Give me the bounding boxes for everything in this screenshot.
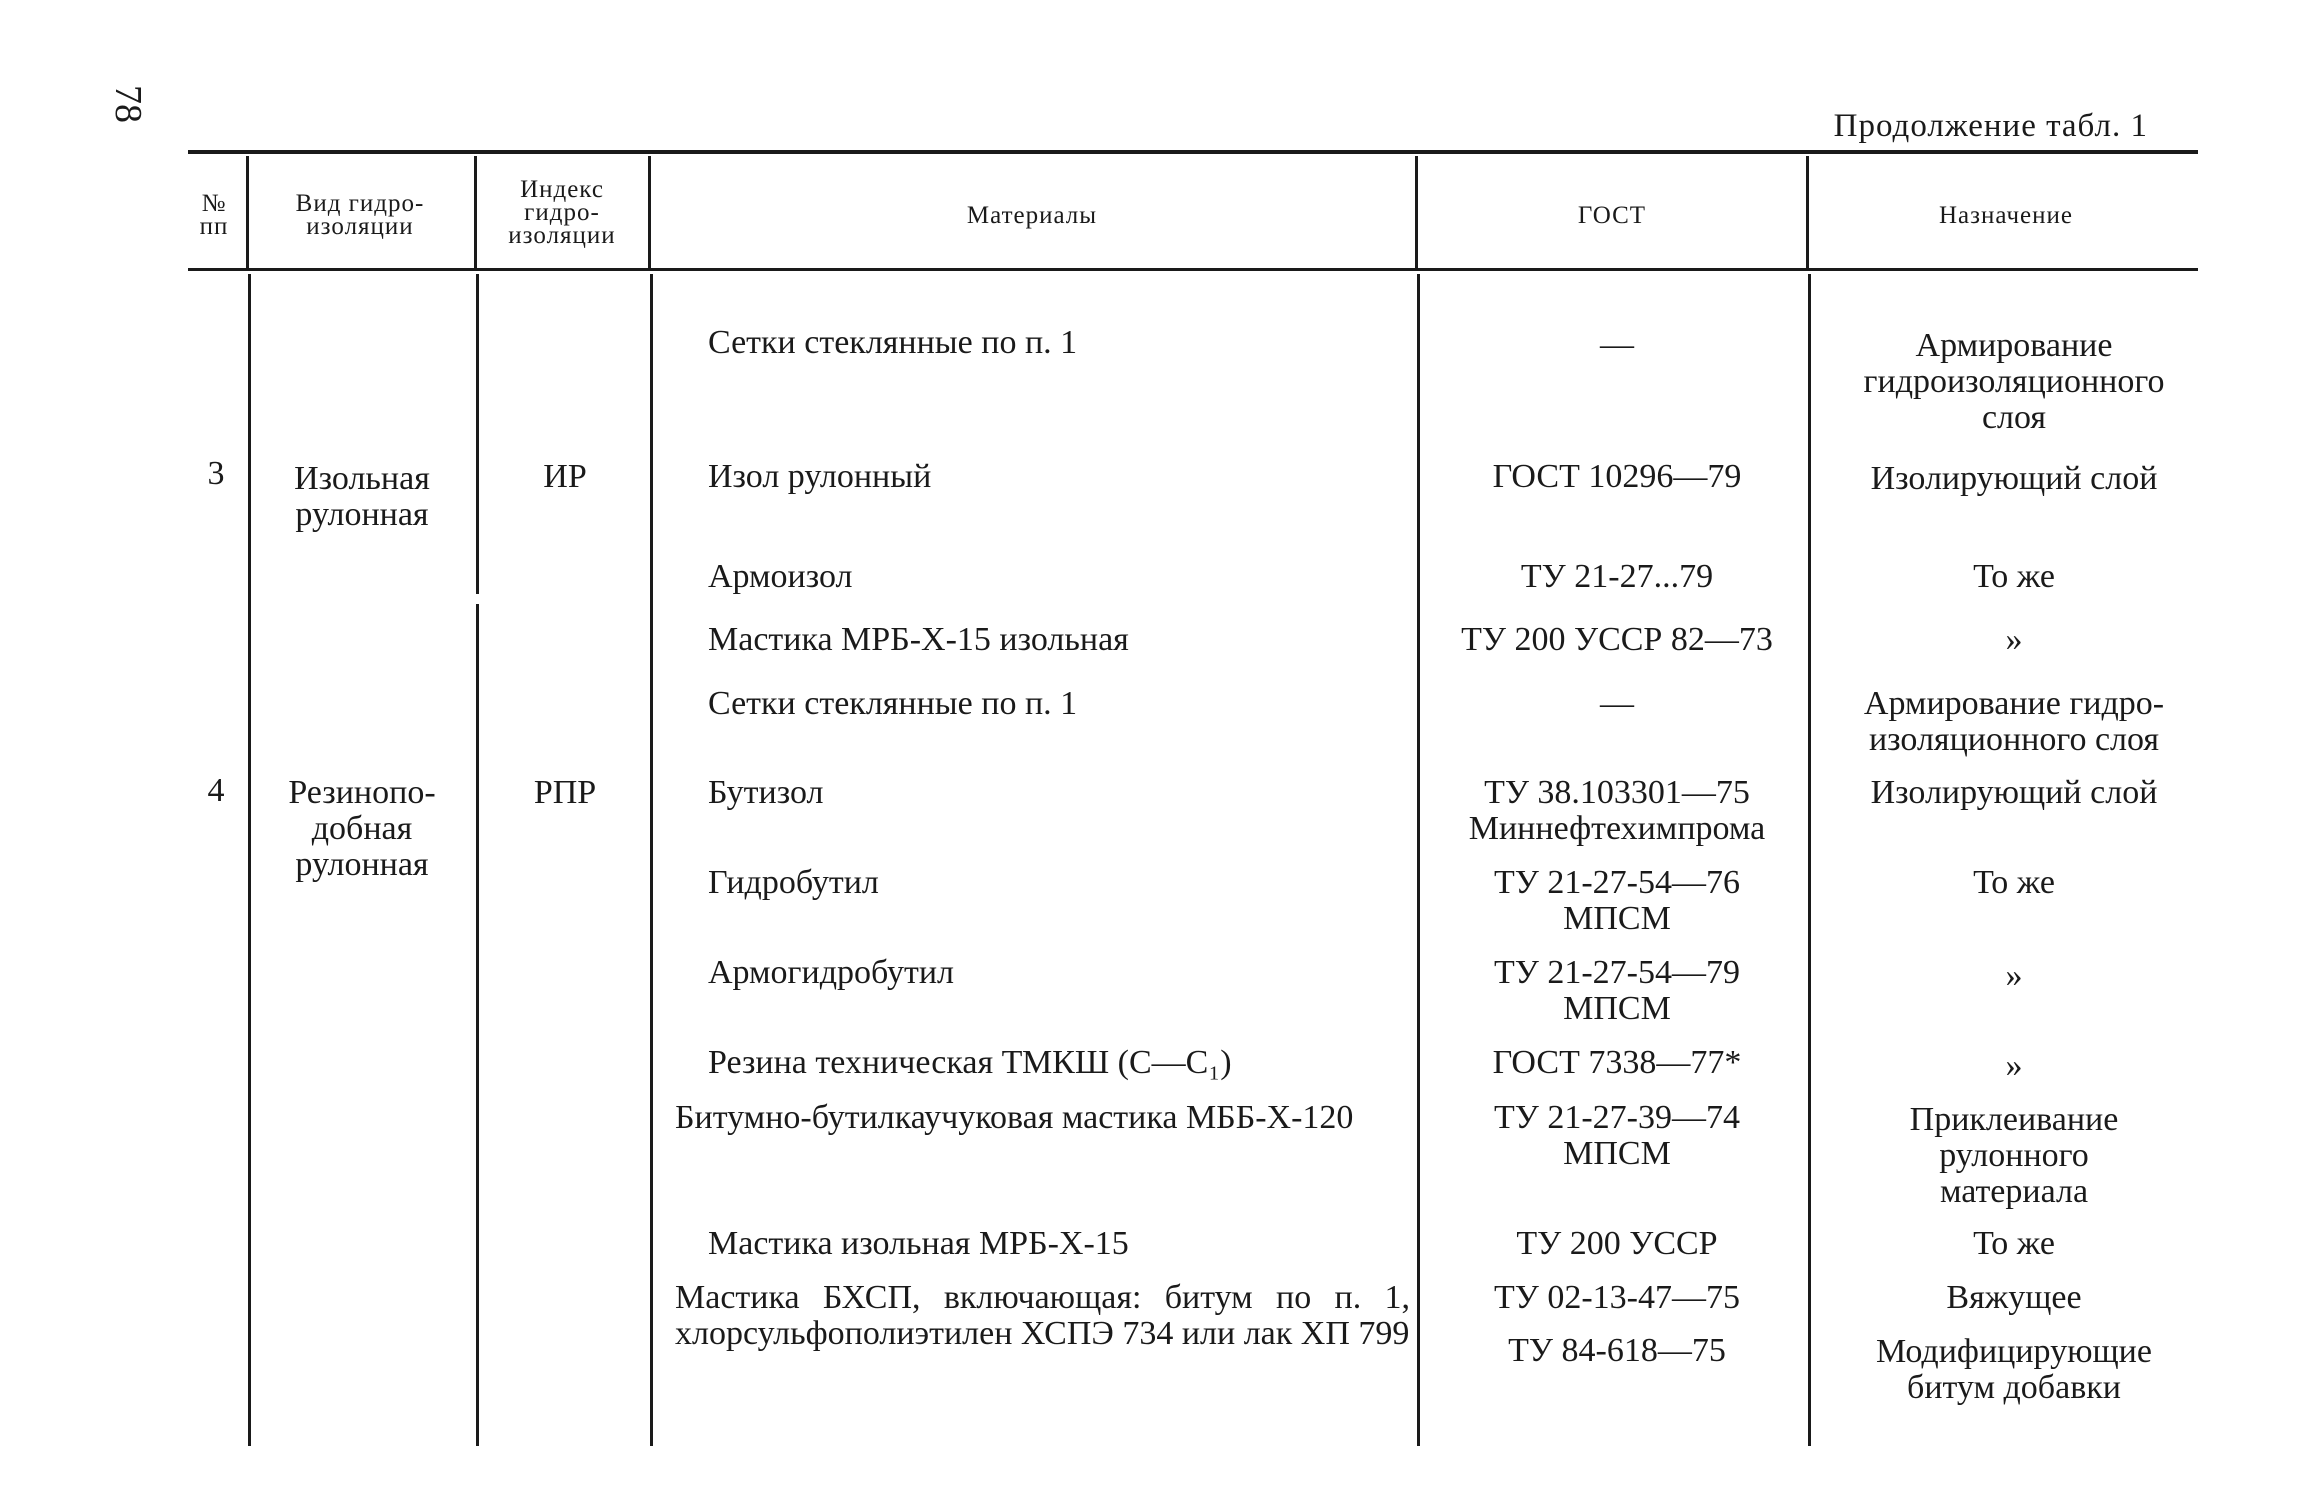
purpose-cell: То же	[1973, 864, 2055, 901]
header-kind: Вид гидро-изоляции	[295, 190, 425, 240]
material-cell: Армоизол	[708, 558, 853, 595]
page-number: 78	[107, 85, 149, 123]
gost-cell: ТУ 21-27-54—76 МПСМ	[1494, 864, 1740, 937]
gost-cell: ТУ 02-13-47—75	[1494, 1279, 1740, 1316]
column-divider	[246, 156, 249, 268]
material-cell: Сетки стеклянные по п. 1	[708, 324, 1078, 361]
waterproofing-index: ИР	[543, 458, 587, 495]
purpose-cell: Армирование гидроизоляционного слоя	[1863, 327, 2165, 436]
purpose-cell: То же	[1973, 558, 2055, 595]
column-divider	[1417, 274, 1420, 1446]
material-cell: Мастика МРБ-Х-15 изольная	[708, 621, 1129, 658]
column-divider	[476, 604, 479, 1446]
waterproofing-kind: Резинопо-добная рулонная	[288, 774, 436, 883]
purpose-cell: Модифицирующие битум добавки	[1876, 1333, 2152, 1406]
material-cell: Битумно-бутилкаучуковая мастика МББ-Х-120	[675, 1099, 1354, 1136]
gost-cell: ГОСТ 10296—79	[1492, 458, 1742, 495]
purpose-cell: Вяжущее	[1946, 1279, 2082, 1316]
material-cell: Сетки стеклянные по п. 1	[708, 685, 1078, 722]
row-number: 4	[207, 772, 225, 809]
column-divider	[1806, 156, 1809, 268]
purpose-cell: Изолирующий слой	[1870, 774, 2158, 811]
purpose-cell: Армирование гидро-изоляционного слоя	[1863, 685, 2165, 758]
gost-cell: ТУ 200 УССР	[1516, 1225, 1718, 1262]
gost-cell: ТУ 38.103301—75 Миннефтехимпрома	[1468, 774, 1766, 847]
waterproofing-kind: Изольная рулонная	[294, 460, 430, 533]
material-cell: Изол рулонный	[708, 458, 932, 495]
column-divider	[650, 274, 653, 1446]
material-cell: Гидробутил	[708, 864, 879, 901]
gost-cell: ТУ 200 УССР 82—73	[1461, 621, 1773, 658]
purpose-cell: То же	[1973, 1225, 2055, 1262]
material-cell: Армогидробутил	[708, 954, 955, 991]
material-cell: Мастика БХСП, включающая: битум по п. 1, хлорсульфополиэтилен ХСПЭ 734 или лак ХП 799	[675, 1279, 1410, 1352]
purpose-cell: »	[2005, 1047, 2023, 1084]
header-gost: ГОСТ	[1577, 201, 1647, 229]
gost-cell: ТУ 21-27-54—79 МПСМ	[1494, 954, 1740, 1027]
gost-cell: ТУ 21-27-39—74 МПСМ	[1494, 1099, 1740, 1172]
table-continuation-title: Продолжение табл. 1	[1833, 108, 2148, 144]
header-index: Индекс гидро-изоляции	[508, 176, 616, 249]
gost-cell: —	[1600, 326, 1634, 363]
gost-cell: ТУ 84-618—75	[1508, 1332, 1726, 1369]
purpose-cell: »	[2005, 621, 2023, 658]
table-header-rule	[188, 268, 2198, 271]
header-materials: Материалы	[966, 201, 1098, 229]
material-cell: Резина техническая ТМКШ (С—С₁)	[708, 1044, 1232, 1081]
row-number: 3	[207, 455, 225, 492]
column-divider	[648, 156, 651, 268]
material-cell: Мастика изольная МРБ-Х-15	[708, 1225, 1129, 1262]
gost-cell: ГОСТ 7338—77*	[1492, 1044, 1742, 1081]
purpose-cell: »	[2005, 957, 2023, 994]
column-divider	[1415, 156, 1418, 268]
column-divider	[248, 274, 251, 1446]
gost-cell: ТУ 21-27...79	[1520, 558, 1714, 595]
material-cell: Бутизол	[708, 774, 824, 811]
gost-cell: —	[1600, 685, 1634, 722]
waterproofing-index: РПР	[533, 774, 597, 811]
purpose-cell: Приклеивание рулонного материала	[1909, 1101, 2119, 1210]
table-top-rule	[188, 150, 2198, 154]
header-num: № пп	[199, 190, 229, 240]
header-purpose: Назначение	[1938, 201, 2074, 229]
column-divider	[476, 274, 479, 594]
column-divider	[474, 156, 477, 268]
column-divider	[1808, 274, 1811, 1446]
purpose-cell: Изолирующий слой	[1870, 460, 2158, 497]
